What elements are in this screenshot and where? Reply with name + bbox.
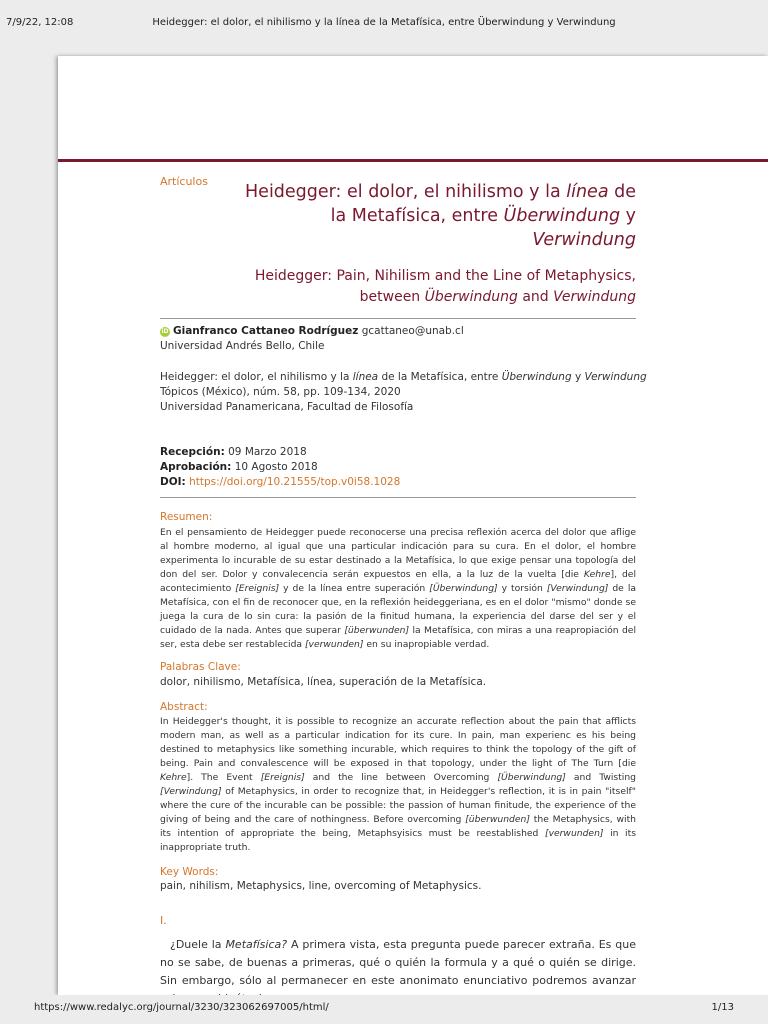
doi-label: DOI: xyxy=(160,476,186,488)
author-email[interactable]: gcattaneo@unab.cl xyxy=(361,325,464,337)
resumen-part: la Metafísica, con miras a una reapropiación del ser, esta debe ser restablecida xyxy=(160,625,636,650)
dates-block xyxy=(160,445,400,490)
print-date: 7/9/22, 12:08 xyxy=(6,17,74,28)
citation-text: y xyxy=(571,371,585,383)
title-es-emphasis: Verwindung xyxy=(532,230,636,250)
abstract-emphasis: [verwunden] xyxy=(544,828,604,839)
print-page-title: Heidegger: el dolor, el nihilismo y la línea de la Metafísica, entre Überwindung y Verwindung xyxy=(152,17,616,28)
resumen-emphasis: [Verwindung] xyxy=(546,583,609,594)
title-en-text: between xyxy=(359,289,425,305)
abstract-part: of Metaphysics, in order to recognize that, in Heidegger's reflection, it is in pain "itself" where the cure of the incurable can be possible: the passion of human finitude, the experience of the giving of being and the care of nothingness. Before overcoming xyxy=(160,786,636,825)
resumen-emphasis: [Ereignis] xyxy=(235,583,280,594)
title-es-text: la Metafísica, entre xyxy=(330,206,504,226)
title-es-emphasis: Überwindung xyxy=(503,206,621,226)
abstract-emphasis: Kehre xyxy=(160,772,187,783)
title-es-emphasis: línea xyxy=(566,182,609,202)
section-label: Artículos xyxy=(160,175,208,188)
abstract-emphasis: [Überwindung] xyxy=(497,772,566,783)
resumen-label: Resumen: xyxy=(160,511,213,523)
palabras-label: Palabras Clave: xyxy=(160,661,241,673)
palabras-text: dolor, nihilismo, Metafísica, línea, superación de la Metafísica. xyxy=(160,676,487,688)
citation-emphasis: Verwindung xyxy=(584,371,647,383)
title-es-text: y xyxy=(620,206,636,226)
resumen-part: y torsión xyxy=(497,583,547,594)
page-url: https://www.redalyc.org/journal/3230/323062697005/html/ xyxy=(34,1002,329,1013)
citation-emphasis: línea xyxy=(352,371,379,383)
resumen-emphasis: [verwunden] xyxy=(304,639,364,650)
resumen-emphasis: [Überwindung] xyxy=(429,583,498,594)
resumen-part: de la Metafísica, con el fin de reconocer que, en la reflexión heideggeriana, es en el dolor "mismo" donde se juega la cura de lo sin cura: la pasión de la finitud humana, la experiencia del darse del ser y el cuidado de la nada. Antes que superar xyxy=(160,583,637,636)
title-en-emphasis: Verwindung xyxy=(553,289,636,305)
resumen-part: en su inapropiable verdad. xyxy=(363,639,490,650)
divider xyxy=(160,497,636,498)
citation-emphasis: Überwindung xyxy=(501,371,572,383)
title-en-emphasis: Überwindung xyxy=(424,289,518,305)
doi-link[interactable]: https://doi.org/10.21555/top.v0i58.1028 xyxy=(189,476,401,488)
divider xyxy=(160,318,636,319)
resumen-text xyxy=(160,526,636,652)
resumen-part: En el pensamiento de Heidegger puede reconocerse una precisa reflexión acerca del dolor que aflige al hombre moderno, al igual que una particular indicación para su cura. En el dolor, el hombre experimenta lo incurable de su estar destinado a la Metafísica, lo que exige pensar una topología del don del ser. Dolor y convalecencia serán expuestos en ella, a la luz de la vuelta [die xyxy=(160,527,636,580)
print-header xyxy=(0,0,768,44)
abstract-part: ]. The Event xyxy=(186,772,261,783)
resumen-part: ], del acontecimiento xyxy=(160,569,636,594)
body-emphasis: Metafísica? xyxy=(225,938,288,951)
author-affiliation: Universidad Andrés Bello, Chile xyxy=(160,340,325,352)
abstract-part: In Heidegger's thought, it is possible to recognize an accurate reflection about the pain that afflicts modern man, as well as a particular indication for its cure. In pain, man experienc es his being destined to metaphysics like something incurable, which requires to think the topology of the gift of being. Pain and convalescence will be exposed in that topology, under the light of The Turn [die xyxy=(160,716,636,769)
abstract-part: and Twisting xyxy=(565,772,636,783)
abstract-part: and the line between Overcoming xyxy=(304,772,498,783)
abstract-emphasis: [überwunden] xyxy=(465,814,530,825)
author-block xyxy=(160,324,464,354)
author-name: Gianfranco Cattaneo Rodríguez xyxy=(173,325,359,337)
received-label: Recepción: xyxy=(160,446,225,458)
resumen-emphasis: Kehre xyxy=(583,569,611,580)
abstract-part: the Metaphysics, with its intention of appropriate the being, Metaphsyisics must be reestablished xyxy=(160,814,636,839)
body-part: ¿Duele la xyxy=(170,938,226,951)
citation-text: de la Metafísica, entre xyxy=(378,371,502,383)
page-number: 1/13 xyxy=(711,1002,734,1013)
journal-info: Tópicos (México), núm. 58, pp. 109-134, 2020 xyxy=(160,386,401,398)
resumen-emphasis: [überwunden] xyxy=(344,625,410,636)
header-rule xyxy=(58,159,768,162)
title-es-text: Heidegger: el dolor, el nihilismo y la xyxy=(245,182,567,202)
title-es-text: de xyxy=(608,182,636,202)
section-numeral: I. xyxy=(160,914,167,927)
resumen-part: y de la línea entre superación xyxy=(279,583,430,594)
abstract-label: Abstract: xyxy=(160,701,208,713)
citation-text: Heidegger: el dolor, el nihilismo y la xyxy=(160,371,353,383)
abstract-part: in its inappropriate truth. xyxy=(160,828,636,853)
title-en-text: Heidegger: Pain, Nihilism and the Line of Metaphysics, xyxy=(254,268,636,284)
citation-block xyxy=(160,370,647,415)
orcid-icon[interactable]: iD xyxy=(161,328,169,335)
received-value: 09 Marzo 2018 xyxy=(224,446,307,458)
title-english xyxy=(218,266,636,308)
abstract-emphasis: [Verwindung] xyxy=(160,786,222,797)
print-footer xyxy=(0,995,768,1024)
abstract-emphasis: [Ereignis] xyxy=(260,772,305,783)
approved-label: Aprobación: xyxy=(160,461,232,473)
abstract-text xyxy=(160,715,636,855)
publisher-info: Universidad Panamericana, Facultad de Filosofía xyxy=(160,401,414,413)
approved-value: 10 Agosto 2018 xyxy=(231,461,318,473)
keywords-text: pain, nihilism, Metaphysics, line, overcoming of Metaphysics. xyxy=(160,880,482,892)
body-part: A primera vista, esta pregunta puede parecer extraña. Es que no se sabe, de buenas a primeras, qué o quién la formula y a qué o quién se dirige. Sin embargo, sólo al permanecer en este anonimato enunciativo podremos avanzar xyxy=(160,938,636,987)
title-spanish xyxy=(238,180,636,252)
title-en-text: and xyxy=(517,289,554,305)
keywords-label: Key Words: xyxy=(160,866,219,878)
document-page xyxy=(58,56,768,995)
